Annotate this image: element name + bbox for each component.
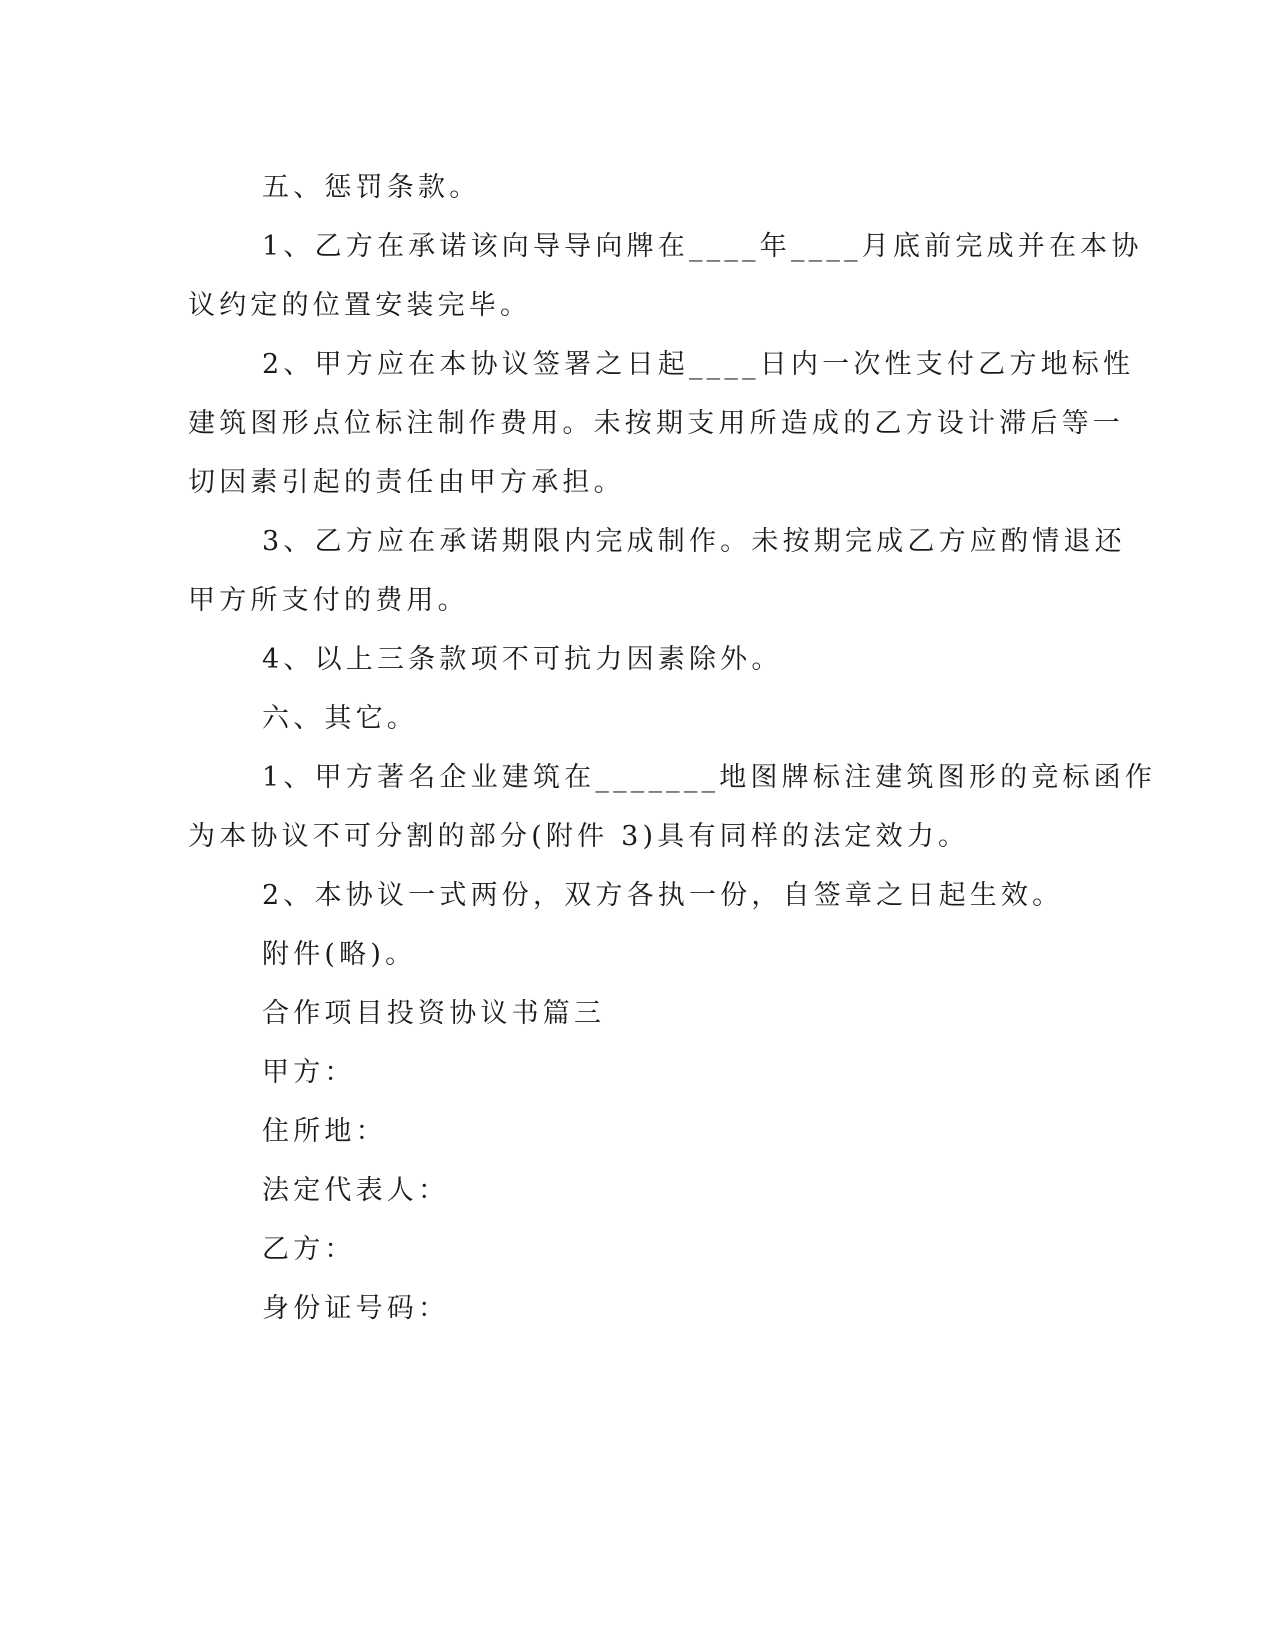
- paragraph-line: 建筑图形点位标注制作费用。未按期支用所造成的乙方设计滞后等一: [188, 408, 1124, 439]
- id-number-label: 身份证号码：: [262, 1293, 450, 1324]
- legal-representative-label: 法定代表人：: [262, 1175, 450, 1206]
- paragraph-line: 议约定的位置安装完毕。: [188, 290, 532, 321]
- section-heading-penalty: 五、惩罚条款。: [262, 172, 481, 203]
- paragraph-line: 2、本协议一式两份，双方各执一份，自签章之日起生效。: [262, 880, 1064, 911]
- paragraph-line: 为本协议不可分割的部分(附件 3)具有同样的法定效力。: [188, 821, 970, 852]
- paragraph-line: 甲方所支付的费用。: [188, 585, 469, 616]
- address-label: 住所地：: [262, 1116, 387, 1147]
- party-a-label: 甲方：: [262, 1057, 356, 1088]
- paragraph-line: 3、乙方应在承诺期限内完成制作。未按期完成乙方应酌情退还: [262, 526, 1126, 557]
- document-section-title: 合作项目投资协议书篇三: [262, 998, 606, 1029]
- section-heading-other: 六、其它。: [262, 703, 418, 734]
- paragraph-line: 切因素引起的责任由甲方承担。: [188, 467, 625, 498]
- paragraph-line: 4、以上三条款项不可抗力因素除外。: [262, 644, 783, 675]
- attachment-note: 附件(略)。: [262, 939, 417, 970]
- paragraph-line: 2、甲方应在本协议签署之日起____日内一次性支付乙方地标性: [262, 349, 1135, 380]
- party-b-label: 乙方：: [262, 1234, 356, 1265]
- paragraph-line: 1、甲方著名企业建筑在_______地图牌标注建筑图形的竞标函作: [262, 762, 1157, 793]
- paragraph-line: 1、乙方在承诺该向导导向牌在____年____月底前完成并在本协: [262, 231, 1143, 262]
